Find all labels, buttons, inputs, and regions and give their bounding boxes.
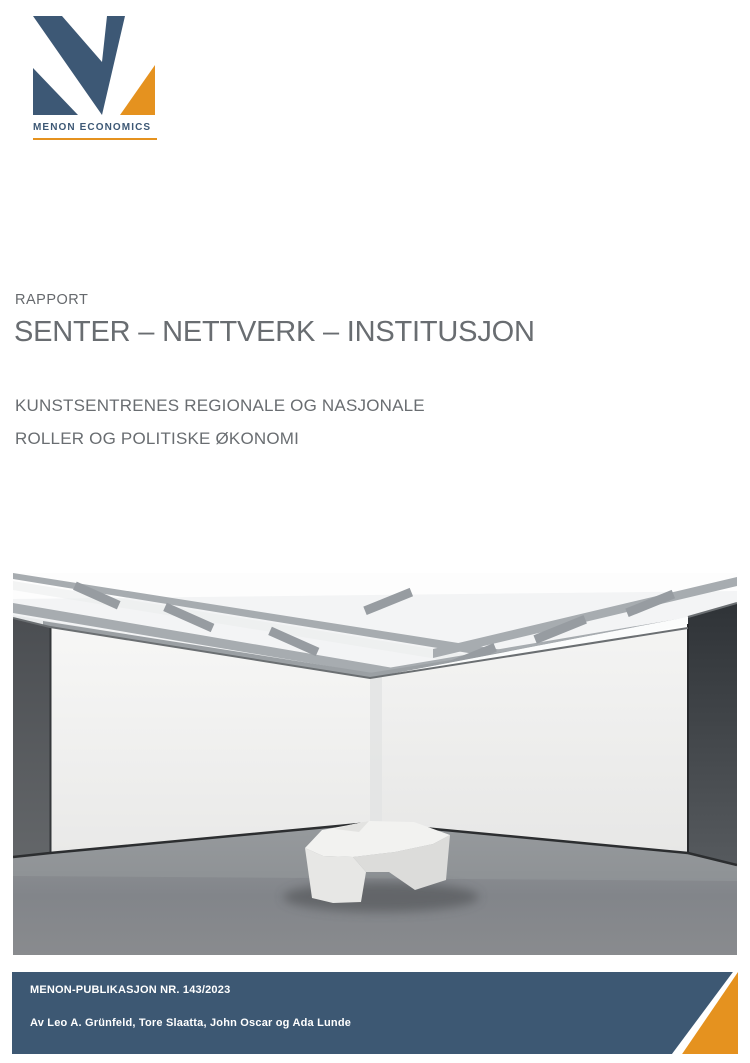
report-title: SENTER – NETTVERK – INSTITUSJON <box>14 316 535 348</box>
report-subtitle-line1: KUNSTSENTRENES REGIONALE OG NASJONALE <box>15 396 425 415</box>
logo-orange-triangle <box>120 65 155 115</box>
authors-line: Av Leo A. Grünfeld, Tore Slaatta, John Oscar og Ada Lunde <box>30 1017 352 1029</box>
logo-underline <box>33 138 157 140</box>
report-subtitle-line2: ROLLER OG POLITISKE ØKONOMI <box>15 429 300 448</box>
menon-logo-icon <box>33 16 155 115</box>
footer-banner <box>12 972 738 1054</box>
corner-shade <box>370 677 382 823</box>
cover-photo <box>13 573 737 955</box>
report-kicker: RAPPORT <box>15 292 89 308</box>
gallery-room-illustration <box>13 573 737 955</box>
right-dark-wall <box>688 603 737 865</box>
left-dark-wall <box>13 618 50 857</box>
publication-number: MENON-PUBLIKASJON NR. 143/2023 <box>30 984 231 996</box>
menon-logo-wordmark: MENON ECONOMICS <box>33 122 152 133</box>
menon-logo <box>33 16 157 140</box>
logo-left-triangle <box>33 68 78 115</box>
